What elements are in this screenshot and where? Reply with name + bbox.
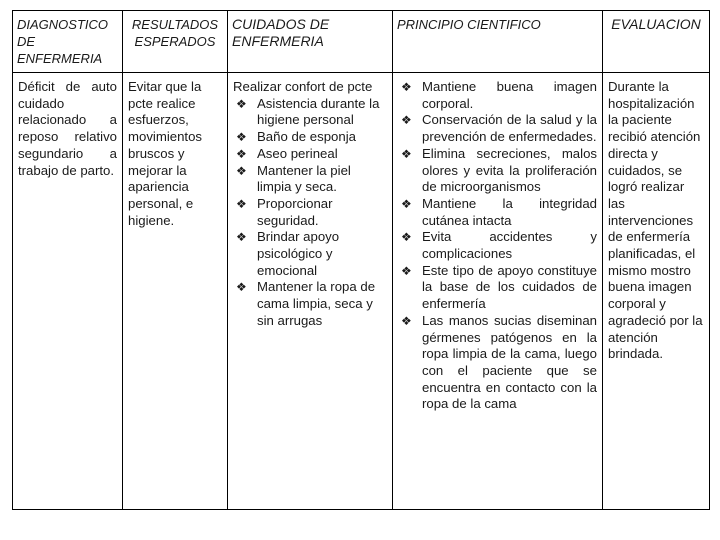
cuidados-intro: Realizar confort de pcte [233,79,373,94]
list-item: ❖ Mantiene la integridad cutánea intacta [401,195,597,228]
list-item: ❖ Aseo perineal [236,145,338,161]
list-item: ❖ Baño de esponja [236,129,356,145]
diagnostico-text: Déficit de auto cuidado relacionado a reposo relativo segundario a trabajo de parto. [18,79,117,178]
diamond-bullet-icon: ❖ [236,146,247,161]
cell-diagnostico [13,73,123,510]
list-item: ❖ Mantener la piel limpia y seca. [236,162,351,195]
diamond-bullet-icon: ❖ [236,280,247,295]
list-item: ❖ Elimina secreciones, malos olores y evita la proliferación de microorganismos [401,145,597,195]
header-resultados: RESULTADOS ESPERADOS [123,11,228,73]
principios-list [398,79,597,413]
header-principio: PRINCIPIO CIENTIFICO [393,11,603,73]
list-item: ❖ Evita accidentes y complicaciones [401,229,597,262]
diamond-bullet-icon: ❖ [236,96,247,111]
header-cuidados: CUIDADOS DE ENFERMERIA [228,11,393,73]
diamond-bullet-icon: ❖ [401,230,412,245]
diamond-bullet-icon: ❖ [236,230,247,245]
list-item: ❖ Asistencia durante la higiene personal [236,95,380,128]
diamond-bullet-icon: ❖ [236,163,247,178]
cell-cuidados [228,73,393,510]
diamond-bullet-icon: ❖ [236,196,247,211]
list-item: ❖ Brindar apoyo psicológico y emocional [236,229,340,278]
diamond-bullet-icon: ❖ [401,146,412,161]
list-item: ❖ Conservación de la salud y la prevención de enfermedades. [401,112,597,145]
diamond-bullet-icon: ❖ [401,313,412,328]
diamond-bullet-icon: ❖ [236,130,247,145]
care-plan-table [12,10,710,510]
list-item: ❖ Este tipo de apoyo constituye la base de los cuidados de enfermería [401,262,597,312]
diamond-bullet-icon: ❖ [401,263,412,278]
diamond-bullet-icon: ❖ [401,80,412,94]
cell-principio [393,73,603,510]
resultados-text: Evitar que la pcte realice esfuerzos, movimientos bruscos y mejorar la apariencia personal, e higiene. [128,79,203,228]
list-item: ❖ Mantener la ropa de cama limpia, seca y sin arrugas [236,279,376,328]
header-evaluacion: EVALUACION [603,11,710,73]
diamond-bullet-icon: ❖ [401,196,412,211]
list-item: ❖ Mantiene buena imagen corporal. [401,79,597,111]
cell-evaluacion [603,73,710,510]
list-item: ❖ Las manos sucias diseminan gérmenes patógenos en la ropa limpia de la cama, luego con el paciente que se encuentra en contacto con la ropa de la cama [401,312,597,412]
evaluacion-text: Durante la hospitalización la paciente recibió atención directa y cuidados, se logró realizar las intervenciones de enfermería planificadas, el mismo mostro buena imagen corporal y agradeció por la atención brindada. [608,79,703,362]
diamond-bullet-icon: ❖ [401,113,412,128]
cell-resultados [123,73,228,510]
list-item: ❖ Proporcionar seguridad. [236,195,333,228]
header-diagnostico: DIAGNOSTICO DE ENFERMERIA [13,11,123,73]
cuidados-list [233,96,387,330]
